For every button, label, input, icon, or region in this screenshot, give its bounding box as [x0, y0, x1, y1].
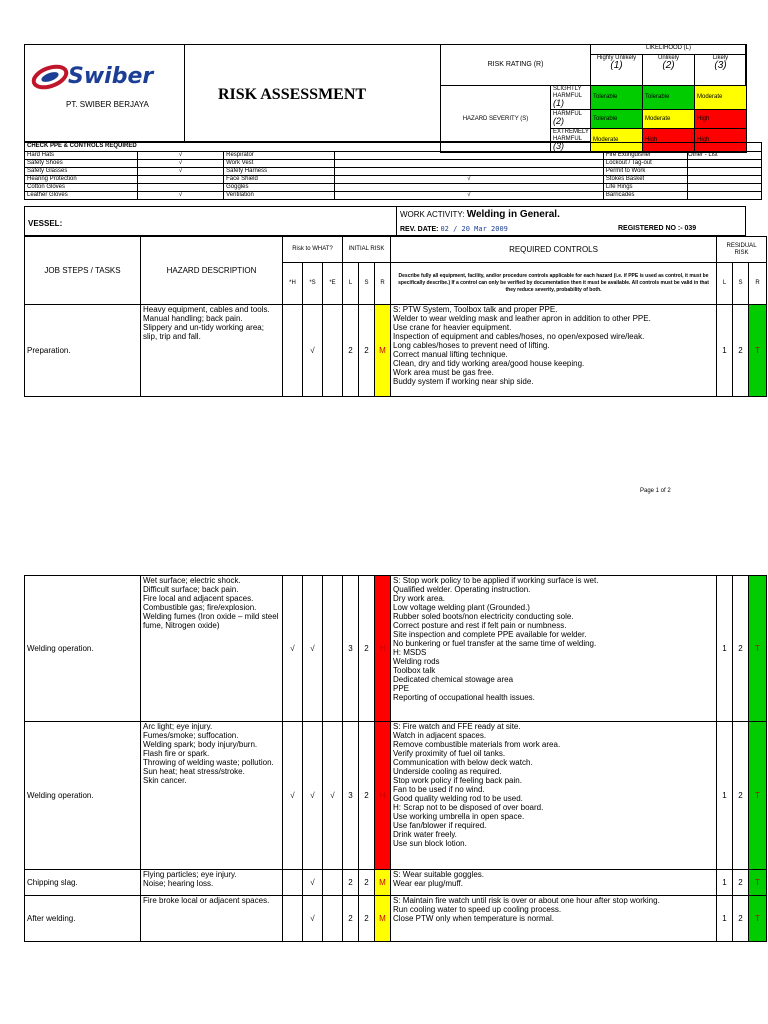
ppe-check — [688, 192, 762, 200]
ppe-item: Respirator — [224, 152, 335, 160]
table-row — [25, 896, 767, 942]
table-row — [25, 870, 767, 896]
residual-r-cell: T — [749, 722, 767, 870]
ppe-check: √ — [137, 168, 223, 176]
residual-s-cell: 2 — [733, 576, 749, 722]
likelihood-col: Highly Unlikely (1) — [591, 55, 643, 85]
residual-r-cell: T — [749, 896, 767, 942]
controls-note: Describe fully all equipment, facility, and/or procedure controls applicable for each hazard (i.e. if PPE is used as control, it must be specifically describe.) If a control can only be verified by documentation then it must be available. All controls must be valid in that they reduce severity, probability of both. — [391, 263, 717, 305]
severity-row-label: HARMFUL (2) — [551, 110, 591, 129]
ppe-check: √ — [137, 192, 223, 200]
risk-e-cell — [323, 576, 343, 722]
col-sev: S — [359, 263, 375, 305]
risk-table-page2 — [24, 575, 767, 942]
rev-date: REV. DATE: 02 / 20 Mar 2009 — [400, 225, 508, 233]
risk-table-page1 — [24, 236, 767, 397]
ppe-check: √ — [137, 160, 223, 168]
ppe-check — [137, 176, 223, 184]
risk-matrix — [440, 44, 747, 153]
ppe-item: Stokes Basket — [603, 176, 687, 184]
controls-cell: S: Wear suitable goggles. Wear ear plug/muff. — [391, 870, 717, 896]
residual-l-cell: 1 — [717, 870, 733, 896]
task-cell: Welding operation. — [25, 576, 141, 722]
risk-h-cell: √ — [283, 576, 303, 722]
risk-e-cell — [323, 896, 343, 942]
residual-l-cell: 1 — [717, 896, 733, 942]
controls-cell: S: Fire watch and FFE ready at site. Watch in adjacent spaces. Remove combustible materials from work area. Verify proximity of fuel oil tanks. Communication with below deck watch. Underside cooling as required. Stop work policy if feeling back pain. Fan to be used if no wind. Good quality welding rod to be used. H: Scrap not to be disposed of over board. Use working umbrella in open space. Use fan/blower if required. Drink water freely. Use sun block lotion. — [391, 722, 717, 870]
risk-rating-label: RISK RATING (R) — [441, 45, 591, 86]
residual-s-cell: 2 — [733, 305, 749, 397]
risk-s-cell: √ — [303, 305, 323, 397]
hazard-cell: Arc light; eye injury. Fumes/smoke; suffocation. Welding spark; body injury/burn. Flash fire or spark. Throwing of welding waste; pollution. Sun heat; heat stress/stroke. Skin cancer. — [141, 722, 283, 870]
ppe-check — [334, 168, 603, 176]
ppe-check — [137, 184, 223, 192]
matrix-cell: High — [695, 129, 747, 153]
ppe-item: Safety Harness — [224, 168, 335, 176]
risk-h-cell — [283, 896, 303, 942]
ppe-check — [688, 160, 762, 168]
logo-text: Swiber — [68, 64, 154, 89]
initial-r-cell: M — [375, 305, 391, 397]
risk-e-cell: √ — [323, 722, 343, 870]
col-h: *H — [283, 263, 303, 305]
ppe-title: CHECK PPE & CONTROLS REQUIRED — [25, 143, 762, 152]
task-cell: Preparation. — [25, 305, 141, 397]
ppe-item: Hearing Protection — [25, 176, 138, 184]
residual-r-cell: T — [749, 576, 767, 722]
task-cell: After welding. — [25, 896, 141, 942]
initial-s-cell: 2 — [359, 576, 375, 722]
ppe-row — [25, 176, 762, 184]
ppe-other: Other - List — [688, 152, 718, 158]
ppe-check: √ — [334, 192, 603, 200]
risk-h-cell — [283, 870, 303, 896]
risk-e-cell — [323, 870, 343, 896]
col-rs: S — [733, 263, 749, 305]
controls-cell: S: PTW System, Toolbox talk and proper PPE. Welder to wear welding mask and leather apron in addition to other PPE. Use crane for heavier equipment. Inspection of equipment and cables/hoses, no open/exposed wire/leak. Long cables/hoses to prevent need of lifting. Correct manual lifting technique. Clean, dry and tidy working area/good house keeping. Work area must be gas free. Buddy system if working near ship side. — [391, 305, 717, 397]
ppe-row — [25, 168, 762, 176]
ppe-item: Cotton Gloves — [25, 184, 138, 192]
ppe-check — [334, 160, 603, 168]
col-e: *E — [323, 263, 343, 305]
initial-l-cell: 2 — [343, 305, 359, 397]
col-hazard-desc: HAZARD DESCRIPTION — [141, 237, 283, 305]
vessel-label: VESSEL: — [28, 219, 63, 228]
ppe-check — [688, 152, 762, 160]
risk-s-cell: √ — [303, 870, 323, 896]
ppe-check: √ — [334, 176, 603, 184]
work-activity: WORK ACTIVITY: Welding in General. — [400, 209, 560, 220]
ppe-row — [25, 152, 762, 160]
initial-r-cell: M — [375, 896, 391, 942]
col-r: R — [375, 263, 391, 305]
initial-l-cell: 3 — [343, 722, 359, 870]
controls-cell: S: Stop work policy to be applied if working surface is wet. Qualified welder. Operating instruction. Dry work area. Low voltage welding plant (Grounded.) Rubber soled boots/non electricity conducting sole. Correct posture and rest if felt pain or numbness. Site inspection and complete PPE available for welder. No bunkering or fuel transfer at the same time of welding. H: MSDS Welding rods Toolbox talk Dedicated chemical stowage area PPE Reporting of occupational health issues. — [391, 576, 717, 722]
ppe-item: Ventilation — [224, 192, 335, 200]
ppe-item: Barricades — [603, 192, 687, 200]
likelihood-col: Likely (3) — [712, 55, 729, 71]
ppe-check — [334, 152, 603, 160]
ppe-item: Hard Hats — [25, 152, 138, 160]
matrix-cell: High — [695, 110, 747, 129]
residual-l-cell: 1 — [717, 305, 733, 397]
initial-r-cell: H — [375, 722, 391, 870]
ppe-item: Face Shield — [224, 176, 335, 184]
matrix-cell: Moderate — [695, 86, 747, 110]
residual-s-cell: 2 — [733, 896, 749, 942]
initial-r-cell: H — [375, 576, 391, 722]
ppe-item: Work Vest — [224, 160, 335, 168]
table-row — [25, 305, 767, 397]
initial-r-cell: M — [375, 870, 391, 896]
ppe-item: Safety Shoes — [25, 160, 138, 168]
col-required-controls: REQUIRED CONTROLS — [391, 237, 717, 263]
hazard-cell: Fire broke local or adjacent spaces. — [141, 896, 283, 942]
ppe-row — [25, 192, 762, 200]
risk-s-cell: √ — [303, 896, 323, 942]
ppe-item: Goggles — [224, 184, 335, 192]
col-s: *S — [303, 263, 323, 305]
matrix-cell: High — [643, 129, 695, 153]
hazard-cell: Heavy equipment, cables and tools. Manual handling; back pain. Slippery and un-tidy working area; slip, trip and fall. — [141, 305, 283, 397]
company-name: PT. SWIBER BERJAYA — [66, 100, 149, 109]
ppe-row — [25, 160, 762, 168]
col-risk-to: Risk to WHAT? — [283, 237, 343, 263]
registered-no: REGISTERED NO :- 039 — [618, 225, 697, 232]
residual-l-cell: 1 — [717, 576, 733, 722]
col-initial-risk: INITIAL RISK — [343, 237, 391, 263]
hazard-cell: Wet surface; electric shock. Difficult surface; back pain. Fire local and adjacent spaces. Combustible gas; fire/explosion. Welding fumes (Iron oxide – mild steel fume, Nitrogen oxide) — [141, 576, 283, 722]
ppe-row — [25, 184, 762, 192]
ppe-table — [24, 142, 762, 200]
task-cell: Welding operation. — [25, 722, 141, 870]
hazard-cell: Flying particles; eye injury. Noise; hearing loss. — [141, 870, 283, 896]
severity-row-label: SLIGHTLY HARMFUL (1) — [551, 86, 591, 110]
table-row — [25, 722, 767, 870]
page-title: RISK ASSESSMENT — [218, 86, 367, 103]
likelihood-label: LIKELIHOOD (L) — [591, 45, 746, 55]
col-rr: R — [749, 263, 767, 305]
matrix-cell: Tolerable — [643, 86, 695, 110]
risk-h-cell — [283, 305, 303, 397]
initial-l-cell: 3 — [343, 576, 359, 722]
risk-e-cell — [323, 305, 343, 397]
residual-s-cell: 2 — [733, 722, 749, 870]
residual-s-cell: 2 — [733, 870, 749, 896]
matrix-cell: Tolerable — [591, 110, 643, 129]
initial-l-cell: 2 — [343, 896, 359, 942]
header-divider — [184, 44, 185, 142]
page-number: Page 1 of 2 — [640, 488, 671, 494]
ppe-check — [688, 184, 762, 192]
severity-row-label: EXTREMELY HARMFUL (3) — [551, 129, 591, 153]
ppe-item: Permit to Work — [603, 168, 687, 176]
risk-s-cell: √ — [303, 722, 323, 870]
ppe-item: Safety Glasses — [25, 168, 138, 176]
initial-s-cell: 2 — [359, 722, 375, 870]
controls-cell: S: Maintain fire watch until risk is over or about one hour after stop working. Run cooling water to speed up cooling process. Close PTW only when temperature is normal. — [391, 896, 717, 942]
col-rl: L — [717, 263, 733, 305]
ppe-item: Life Rings — [603, 184, 687, 192]
initial-s-cell: 2 — [359, 305, 375, 397]
initial-s-cell: 2 — [359, 896, 375, 942]
residual-r-cell: T — [749, 305, 767, 397]
ppe-check: √ — [137, 152, 223, 160]
initial-l-cell: 2 — [343, 870, 359, 896]
matrix-cell: Moderate — [643, 110, 695, 129]
ppe-check — [688, 168, 762, 176]
col-residual-risk: RESIDUAL RISK — [717, 237, 767, 263]
ppe-check — [688, 176, 762, 184]
likelihood-col: Unlikely (2) — [643, 55, 695, 85]
initial-s-cell: 2 — [359, 870, 375, 896]
matrix-cell: Tolerable — [591, 86, 643, 110]
logo — [30, 60, 180, 96]
residual-l-cell: 1 — [717, 722, 733, 870]
ppe-item: Fire Extinguisher — [603, 152, 687, 160]
matrix-cell: Moderate — [591, 129, 643, 153]
info-divider — [396, 206, 397, 236]
col-job-steps: JOB STEPS / TASKS — [25, 237, 141, 305]
swiber-logo-icon — [30, 60, 70, 94]
risk-s-cell: √ — [303, 576, 323, 722]
residual-r-cell: T — [749, 870, 767, 896]
task-cell: Chipping slag. — [25, 870, 141, 896]
ppe-item: Leather Gloves — [25, 192, 138, 200]
hazard-severity-label: HAZARD SEVERITY (S) — [441, 86, 551, 153]
risk-h-cell: √ — [283, 722, 303, 870]
table-row — [25, 576, 767, 722]
ppe-item: Lockout / Tag-out — [603, 160, 687, 168]
ppe-check — [334, 184, 603, 192]
col-l: L — [343, 263, 359, 305]
